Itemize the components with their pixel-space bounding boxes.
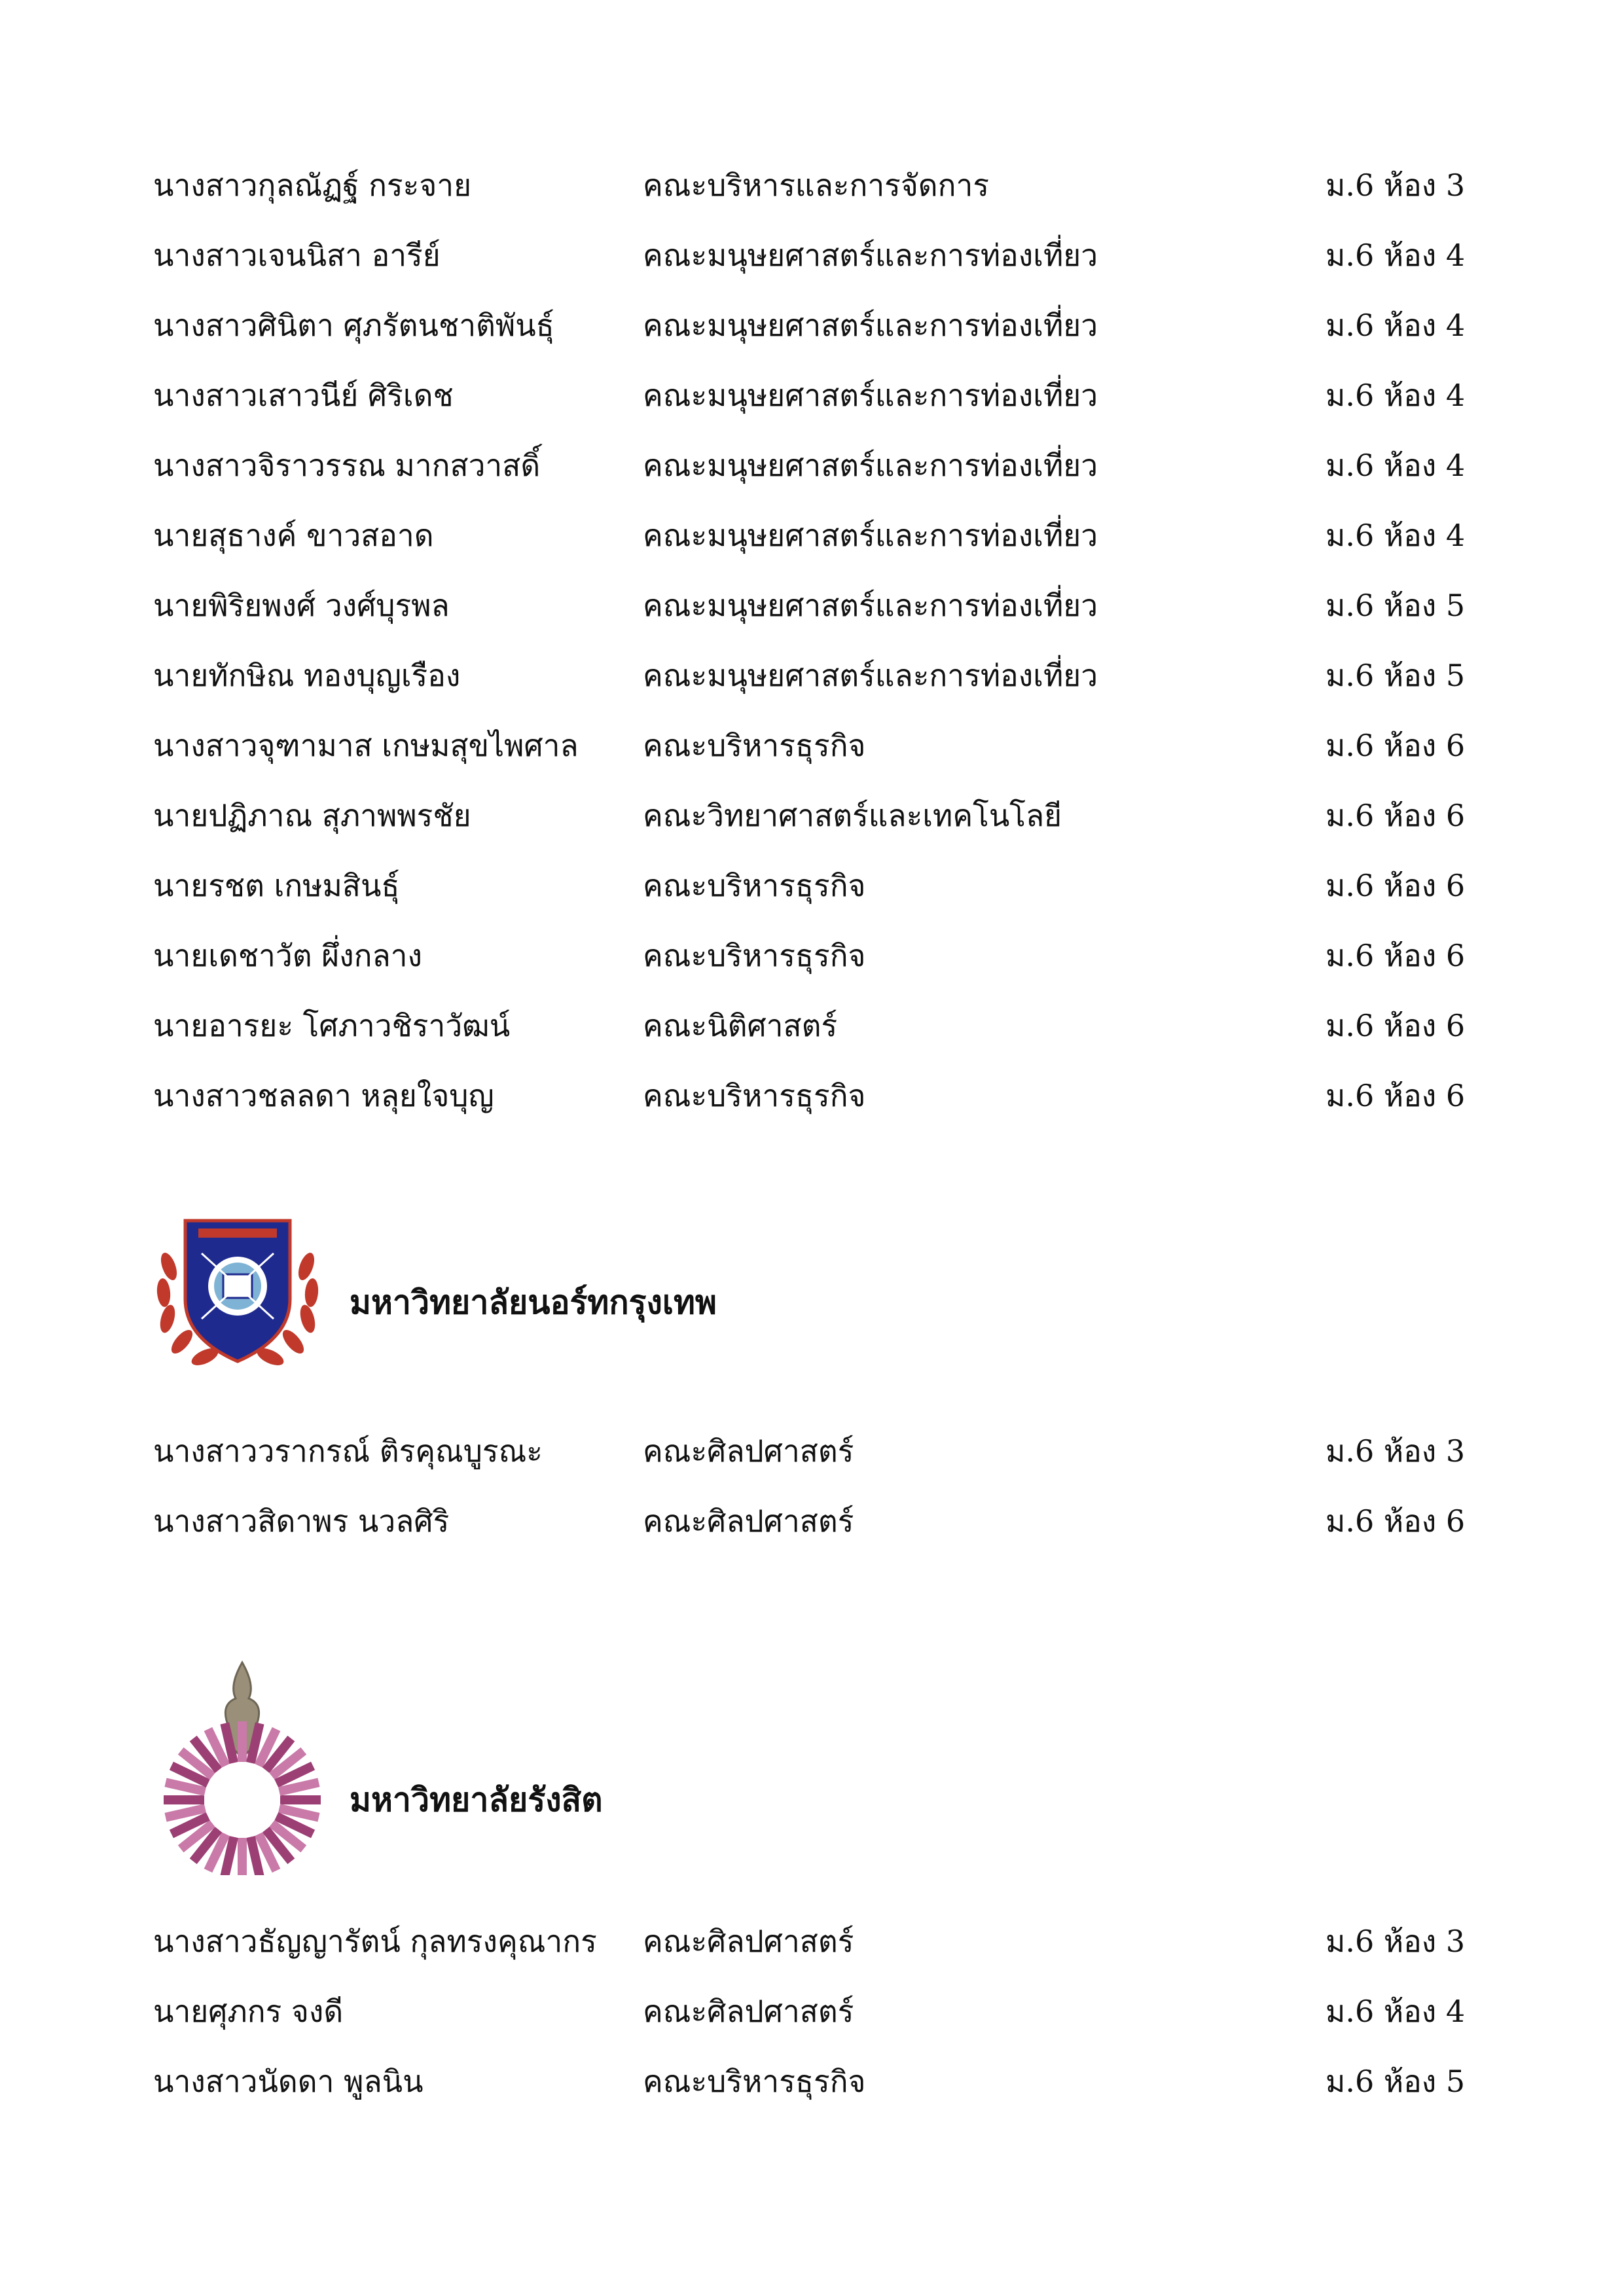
logo-ray (238, 1721, 247, 1762)
student-faculty: คณะบริหารธุรกิจ (643, 938, 866, 973)
table-row (0, 1069, 1624, 1122)
student-faculty: คณะศิลปศาสตร์ (643, 1924, 854, 1959)
student-class: ม.6 ห้อง 5 (1326, 2064, 1466, 2099)
student-name: นางสาวธัญญารัตน์ กุลทรงคุณากร (153, 1924, 597, 1959)
student-name: นายอารยะ โศภาวชิราวัฒน์ (153, 1008, 511, 1043)
table-row (0, 929, 1624, 982)
table-row (0, 719, 1624, 772)
student-faculty: คณะบริหารธุรกิจ (643, 728, 866, 763)
student-faculty: คณะมนุษยศาสตร์และการท่องเที่ยว (643, 308, 1098, 343)
student-class: ม.6 ห้อง 6 (1326, 728, 1466, 763)
student-class: ม.6 ห้อง 6 (1326, 868, 1466, 903)
table-row (0, 1495, 1624, 1547)
student-faculty: คณะมนุษยศาสตร์และการท่องเที่ยว (643, 658, 1098, 693)
student-faculty: คณะมนุษยศาสตร์และการท่องเที่ยว (643, 378, 1098, 413)
student-class: ม.6 ห้อง 4 (1326, 1994, 1466, 2029)
student-class: ม.6 ห้อง 4 (1326, 238, 1466, 273)
table-row (0, 1425, 1624, 1477)
table-row (0, 229, 1624, 281)
student-name: นางสาววรากรณ์ ติรคุณบูรณะ (153, 1433, 543, 1469)
student-name: นายศุภกร จงดี (153, 1994, 344, 2029)
student-class: ม.6 ห้อง 5 (1326, 588, 1466, 623)
table-row (0, 2055, 1624, 2108)
university-name: มหาวิทยาลัยรังสิต (350, 1780, 603, 1819)
table-row (0, 579, 1624, 632)
student-faculty: คณะบริหารธุรกิจ (643, 1078, 866, 1113)
university-header-north-bangkok (0, 1214, 1624, 1371)
north-bangkok-university-logo-icon (149, 1214, 326, 1371)
student-name: นางสาวกุลณัฏฐ์ กระจาย (153, 168, 472, 203)
student-class: ม.6 ห้อง 3 (1326, 168, 1466, 203)
student-faculty: คณะศิลปศาสตร์ (643, 1503, 854, 1539)
student-name: นางสาวนัดดา พูลนิน (153, 2064, 424, 2099)
student-name: นายเดชาวัต ผึ่งกลาง (153, 938, 422, 973)
student-class: ม.6 ห้อง 6 (1326, 1078, 1466, 1113)
student-class: ม.6 ห้อง 6 (1326, 798, 1466, 833)
student-name: นางสาวจิราวรรณ มากสวาสดิ์ (153, 448, 541, 483)
student-faculty: คณะศิลปศาสตร์ (643, 1433, 854, 1469)
table-row (0, 159, 1624, 211)
student-class: ม.6 ห้อง 4 (1326, 448, 1466, 483)
table-row (0, 1985, 1624, 2037)
table-row (0, 999, 1624, 1052)
student-name: นายสุธางค์ ขาวสอาด (153, 518, 434, 553)
rangsit-university-logo-icon (157, 1659, 327, 1875)
student-faculty: คณะมนุษยศาสตร์และการท่องเที่ยว (643, 518, 1098, 553)
student-class: ม.6 ห้อง 6 (1326, 1503, 1466, 1539)
table-row (0, 509, 1624, 562)
university-name: มหาวิทยาลัยนอร์ทกรุงเทพ (350, 1283, 717, 1321)
table-row (0, 369, 1624, 422)
table-row (0, 299, 1624, 351)
student-name: นางสาวชลลดา หลุยใจบุญ (153, 1078, 494, 1113)
student-name: นายพิริยพงศ์ วงศ์บุรพล (153, 588, 450, 623)
student-faculty: คณะมนุษยศาสตร์และการท่องเที่ยว (643, 238, 1098, 273)
student-class: ม.6 ห้อง 4 (1326, 378, 1466, 413)
student-name: นางสาวศินิตา ศุภรัตนชาติพันธุ์ (153, 308, 554, 343)
student-class: ม.6 ห้อง 3 (1326, 1924, 1466, 1959)
student-class: ม.6 ห้อง 5 (1326, 658, 1466, 693)
student-name: นายรชต เกษมสินธุ์ (153, 868, 400, 903)
student-class: ม.6 ห้อง 6 (1326, 938, 1466, 973)
student-class: ม.6 ห้อง 4 (1326, 518, 1466, 553)
student-name: นางสาวสิดาพร นวลศิริ (153, 1503, 450, 1539)
student-faculty: คณะมนุษยศาสตร์และการท่องเที่ยว (643, 588, 1098, 623)
student-faculty: คณะศิลปศาสตร์ (643, 1994, 854, 2029)
student-faculty: คณะบริหารธุรกิจ (643, 868, 866, 903)
table-row (0, 1915, 1624, 1967)
university-header-rangsit (0, 1659, 1624, 1875)
student-faculty: คณะนิติศาสตร์ (643, 1008, 838, 1043)
student-name: นางสาวเจนนิสา อารีย์ (153, 238, 441, 273)
table-row (0, 649, 1624, 702)
logo-ray (238, 1838, 247, 1875)
student-name: นายทักษิณ ทองบุญเรือง (153, 658, 461, 693)
student-name: นายปฏิภาณ สุภาพพรชัย (153, 798, 471, 833)
student-class: ม.6 ห้อง 6 (1326, 1008, 1466, 1043)
student-faculty: คณะวิทยาศาสตร์และเทคโนโลยี (643, 798, 1062, 833)
student-faculty: คณะบริหารธุรกิจ (643, 2064, 866, 2099)
student-faculty: คณะบริหารและการจัดการ (643, 168, 990, 203)
student-class: ม.6 ห้อง 4 (1326, 308, 1466, 343)
student-faculty: คณะมนุษยศาสตร์และการท่องเที่ยว (643, 448, 1098, 483)
student-name: นางสาวเสาวนีย์ ศิริเดช (153, 378, 454, 413)
student-name: นางสาวจุฑามาส เกษมสุขไพศาล (153, 728, 579, 763)
student-class: ม.6 ห้อง 3 (1326, 1433, 1466, 1469)
logo-ray (164, 1795, 204, 1804)
logo-ray (280, 1795, 321, 1804)
table-row (0, 789, 1624, 842)
table-row (0, 439, 1624, 492)
table-row (0, 859, 1624, 912)
